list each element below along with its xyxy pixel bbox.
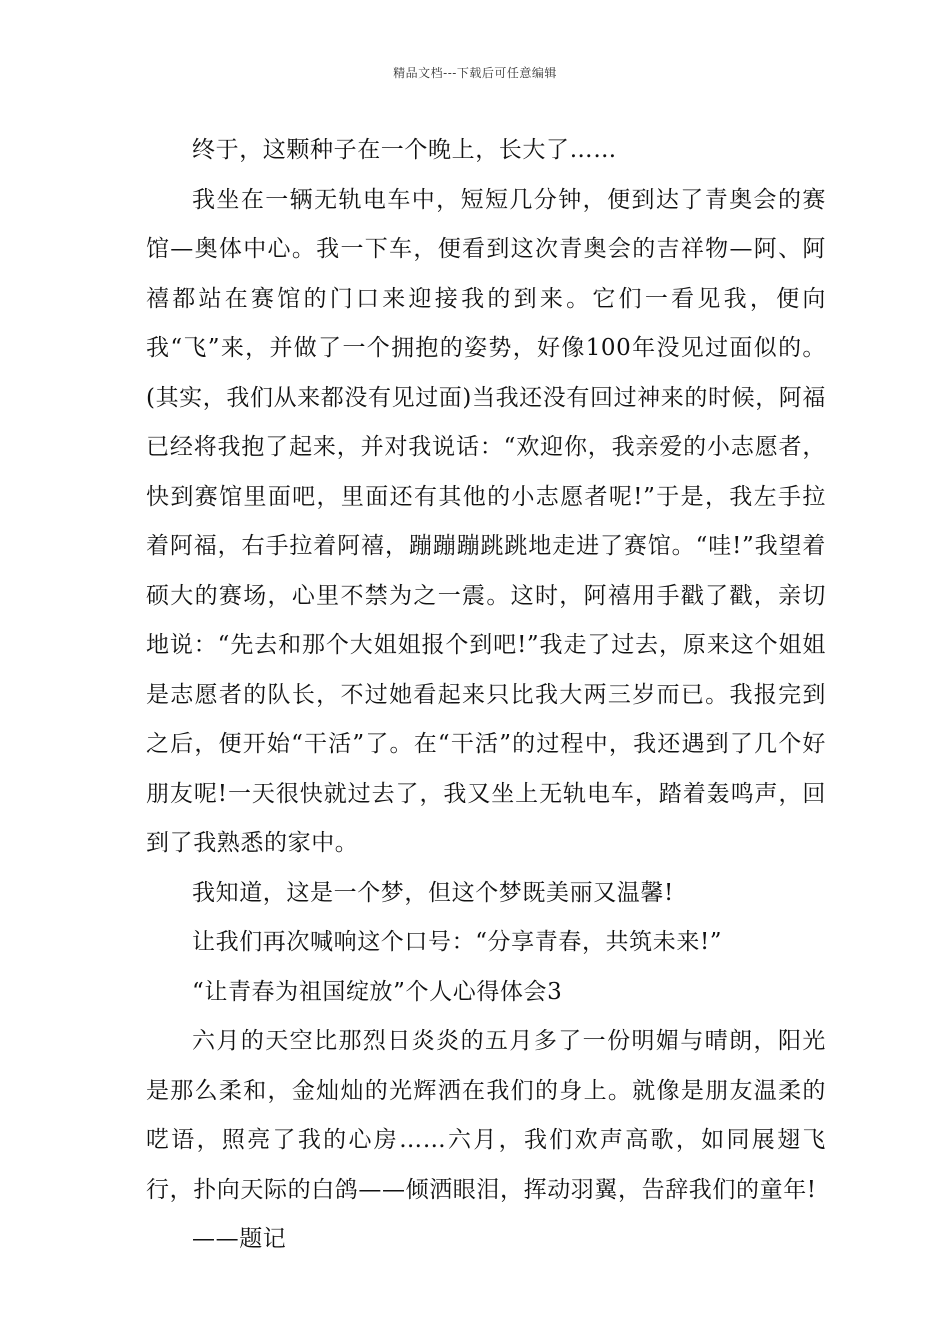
paragraph-dream-story: 我坐在一辆无轨电车中，短短几分钟，便到达了青奥会的赛馆—奥体中心。我一下车，便看到这次青奥会的吉祥物—阿、阿禧都站在赛馆的门口来迎接我的到来。它们一看见我，便向我“飞”来，并做了一个拥抱的姿势，好像100年没见过面似的。(其实，我们从来都没有见过面)当我还没有回过神来的时候，阿福已经将我抱了起来，并对我说话：“欢迎你，我亲爱的小志愿者，快到赛馆里面吧，里面还有其他的小志愿者呢!”于是，我左手拉着阿福，右手拉着阿禧，蹦蹦蹦跳跳地走进了赛馆。“哇!”我望着硕大的赛场，心里不禁为之一震。这时，阿禧用手戳了戳，亲切地说：“先去和那个大姐姐报个到吧!”我走了过去，原来这个姐姐是志愿者的队长，不过她看起来只比我大两三岁而已。我报完到之后，便开始“干活”了。在“干活”的过程中，我还遇到了几个好朋友呢!一天很快就过去了，我又坐上无轨电车，踏着轰鸣声，回到了我熟悉的家中。 — [146, 186, 826, 856]
paragraph-slogan: 让我们再次喊响这个口号：“分享青春，共筑未来!” — [192, 929, 723, 955]
paragraph-epigraph: ——题记 — [192, 1226, 287, 1252]
section-heading: “让青春为祖国绽放”个人心得体会3 — [192, 978, 563, 1005]
paragraph-dream-ending: 我知道，这是一个梦，但这个梦既美丽又温馨! — [192, 879, 674, 906]
document-body — [146, 126, 826, 1265]
paragraph-seed: 终于，这颗种子在一个晚上，长大了…… — [192, 137, 617, 163]
page-header: 精品文档---下载后可任意编辑 — [393, 66, 557, 80]
paragraph-june: 六月的天空比那烈日炎炎的五月多了一份明媚与晴朗，阳光是那么柔和，金灿灿的光辉洒在我们的身上。就像是朋友温柔的呓语，照亮了我的心房……六月，我们欢声高歌，如同展翅飞行，扑向天际的白鸽——倾洒眼泪，挥动羽翼，告辞我们的童年! — [146, 1028, 826, 1203]
